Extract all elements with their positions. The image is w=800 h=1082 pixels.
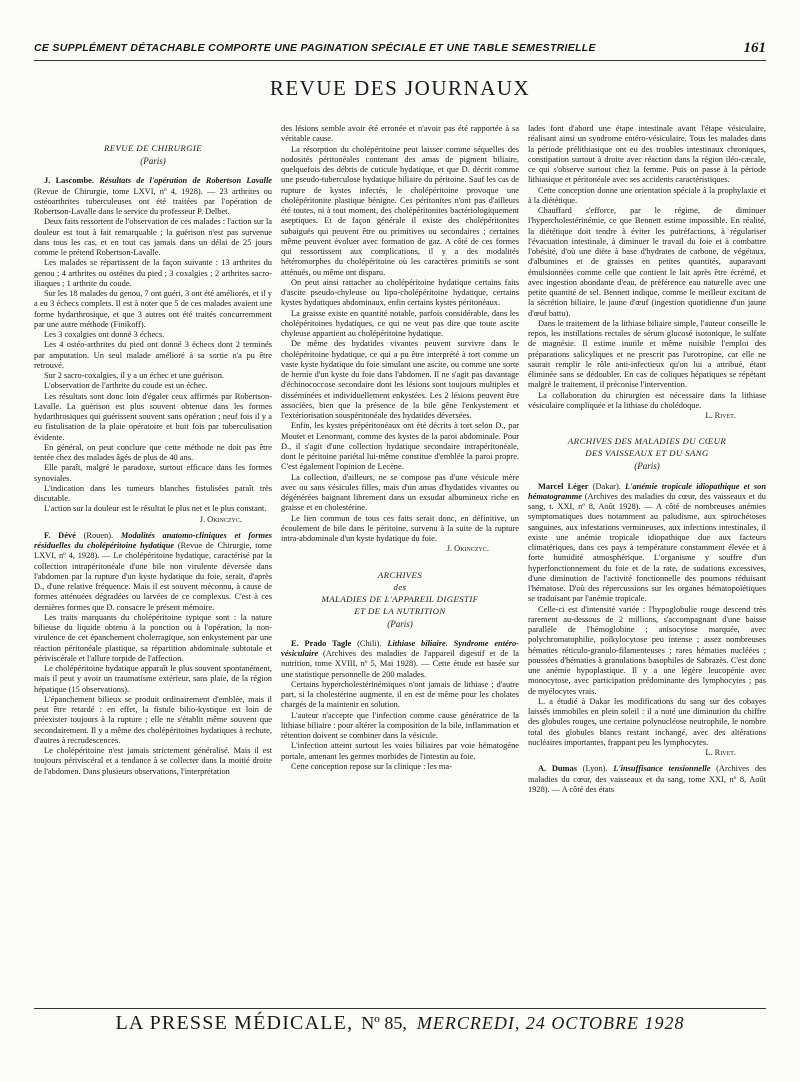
article-entry [528, 482, 766, 605]
article-paragraph: lades font d'abord une étape intestinale avant l'étape vésiculaire, réalisant ainsi un syndrome entéro-vésiculaire. Tous les malades dans la période prélithiasique ont eu des troubles intestinaux chroniques, constipation surtout à droite avec réaction dans la région iléo-cæcale, ce qui s'observe surtout chez la femme. Puis on passe à la période lithiasique et péritonéale avec ses accidents caractéristiques. [528, 124, 766, 185]
signature: J. Okinczyc. [199, 514, 242, 524]
article-paragraph: L'action sur la douleur est le résultat le plus net et le plus constant. [44, 504, 267, 514]
column-3 [528, 124, 766, 999]
article-paragraph: (Archives des maladies de l'appareil digestif et de la nutrition, tome XVIII, nº 5, Mai 1928). — Cette étude est basée sur une statistique personnelle de 200 malades. [281, 649, 519, 679]
article-place: (Dakar). [592, 481, 621, 491]
article-paragraph: L'indication dans les tumeurs blanches fistulisées paraît très discutable. [34, 483, 272, 503]
article-place: (Chili). [357, 638, 382, 648]
section-city: (Paris) [140, 156, 166, 166]
article-author: Marcel Léger [538, 481, 589, 491]
article-paragraph: Le lien commun de tous ces faits serait donc, en définitive, un écoulement de bile dans le péritoine, survenu à la suite de la rupture intra-abdominale d'un kyste hydatique du foie. [281, 513, 519, 543]
header-rule [34, 60, 766, 61]
article-paragraph: Cette conception repose sur la clinique : les ma- [291, 761, 452, 771]
article-paragraph: Chauffard s'efforce, par le régime, de diminuer l'hypercholestérinémie, ce que Bennett estime impossible. En réalité, la diététique doit tendre à éviter les putréfactions, à régulariser l'évacuation intestinale, à diminuer le travail du foie et à combattre l'obésité, d'où une diète à base d'hydrates de carbone, de végétaux, d'albumines et de graisses en petites quantités, auparavant émulsionnées comme celle que contient le lait après être écrémé, et avec ingestion abondante d'eau, de préférence eau naturelle avec une petite quantité de sel. Bennett indique, comme le meilleur excitant de la sécrétion biliaire, le jaune d'œuf (ingestion quotidienne d'un jaune d'œuf battu). [528, 206, 766, 318]
signature: L. Rivet. [705, 748, 736, 757]
section-heading: ARCHIVES DES MALADIES DU CŒUR [567, 436, 727, 447]
article-paragraph: (Revue de Chirurgie, tome LXVI, nº 4, 1928). — Le cholépéritoine hydatique, caractérisé par la collection intrapéritonéale d'une bile non virulente déversée dans l'abdomen par la rupture d'un kyste hydatique du foie, serait, d'après D., d'une relative fréquence. Mais il est souvent méconnu, à cause de formes atténuées dégradées ou larvées de ce complexus. C'est à ces dernières formes que D. consacre le présent mémoire. [34, 541, 272, 612]
article-paragraph: Les 4 ostéo-arthrites du pied ont donné 3 échecs dont 2 terminés par amputation. Un seul malade amélioré à sa sortie n'a pu être retrouvé. [34, 340, 272, 370]
article-author: F. Dévé [44, 530, 76, 540]
article-paragraph: L. a étudié à Dakar les modifications du sang sur des cobayes laissés immobiles en plein soleil : il a noté une diminution du chiffre des globules rouges, une certaine polynucléose neutrophile, le nombre total des globules blancs restant inchangé, avec des altérations nucléaires importantes, frappant peu les lymphocytes. [528, 696, 766, 747]
article-title: L'insuffisance tensionnelle [613, 764, 711, 774]
article-title: Résultats de l'opération de Robertson Lavalle [99, 176, 272, 186]
article-paragraph: L'infection atteint surtout les voies biliaires par voie hématogène portale, amenant les germes morbides de l'intestin au foie. [281, 741, 519, 761]
article-paragraph: De même des hydatides vivantes peuvent survivre dans le cholépéritoine hydatique, ce qui a pu être interprété à tort comme un vaste kyste hydatique du foie simulant une ascite, ou comme une sorte de hernie d'un kyste du foie dans l'abdomen. Il ne s'agit pas davantage d'échinococcose secondaire dont les lésions sont toujours multiples et disséminées et individuellement enkystées. Les 2 lésions peuvent être associées, bien que la présence de la bile gêne l'enkystement et l'extériorisation souspéritonéale des hydatides déversées. [281, 339, 519, 420]
article-entry [34, 176, 272, 217]
article-entry [281, 639, 519, 680]
article-paragraph: Les traits marquants du cholépéritoine typique sont : la nature bilieuse du liquide obtenu à la ponction ou à l'opération, la non-virulence de cet épanchement cholerragique, son enkystement par une réaction péritonéale plastique, sa répartition abdominale subtotale et périviscérale et l'allure torpide de l'affection. [34, 612, 272, 663]
journal-name: LA PRESSE MÉDICALE, [115, 1012, 354, 1034]
article-title: Modalités anatomo-cliniques et formes résiduelles du cholépéritoine hydatique [34, 530, 272, 550]
section-heading: ARCHIVES [377, 569, 423, 580]
footer-rule [34, 1008, 766, 1009]
issue-date: MERCREDI, 24 OCTOBRE 1928 [416, 1013, 685, 1033]
article-place: (Rouen). [83, 530, 114, 540]
section-city: (Paris) [634, 461, 660, 472]
article-author: J. Lascombe. [44, 176, 94, 186]
section-heading-connector: des [393, 581, 407, 592]
article-title: L'anémie tropicale idiopathique et son hématogramme [528, 481, 766, 501]
article-paragraph: On peut ainsi rattacher au cholépéritoine hydatique certains faits d'ascite pseudo-chyleuse ou lipo-cholépéritoine hydatique, certains kystes hydatiques abdominaux, enfin certains kystes péritonéaux. [281, 277, 519, 308]
page-title: REVUE DES JOURNAUX [269, 76, 531, 100]
article-paragraph: L'observation de l'arthrite du coude est un échec. [44, 381, 208, 391]
article-paragraph: Le cholépéritoine hydatique apparaît le plus souvent spontanément, mais il peut y avoir un traumatisme extérieur, sans plaie, de la région hépatique (15 observations). [34, 664, 272, 694]
section-city: (Paris) [387, 618, 413, 629]
article-paragraph: Les malades se répartissent de la façon suivante : 13 arthrites du genou ; 4 arthrites ou ostéites du pied ; 3 coxalgies ; 2 arthrites sacro-iliaques ; 1 arthrite du coude. [34, 258, 272, 288]
article-paragraph: des lésions semble avoir été erronée et n'avoir pas été rapportée à sa véritable cause. [281, 124, 519, 144]
article-author: E. Prado Tagle [291, 638, 352, 648]
article-paragraph: La collection, d'ailleurs, ne se compose pas d'une vésicule mère avec ou sans vésicules filles, mais d'un amas d'hydatides vivantes ou dégénérées baignant librement dans un exsudat albumineux riche en graisse et en cholestérine. [281, 472, 519, 513]
article-entry [528, 764, 766, 795]
article-columns [34, 124, 766, 999]
article-paragraph: La résorption du cholépéritoine peut laisser comme séquelles des nodosités péritonéales contenant des amas de pigment biliaire, quelquefois des débris de cuticule hydatique, et que D. décrit comme une pseudo-tuberculose hydatique biliaire du péritoine. Sauf les cas de rupture de kystes infectés, le cholépéritoine provoque une cholépéritonite plastique bénigne. Ces péritonites n'ont pas d'ailleurs été toutes, ni à tout moment, des cholépéritonites bactériologiquement aseptiques. Et de façon générale il existe des cholépéritonites subaiguës qui peuvent être ou primitives ou secondaires ; certaines même peuvent évoluer avec formation de gaz. A côté de ces formes qui ressortissent aux complications, il y a des modalités hétéromorphes du cholépéritoine où les caractères primitifs se sont atténués, ou même ont disparu. [281, 144, 519, 277]
article-paragraph: (Archives des maladies du cœur, des vaisseaux et du sang, tome XXI, nº 8, Août 1928). — A côté des états [528, 764, 766, 794]
article-entry [34, 531, 272, 613]
section-heading: DES VAISSEAUX ET DU SANG [585, 448, 709, 459]
article-paragraph: Sur 2 sacro-coxalgies, il y a un échec et une guérison. [44, 371, 225, 380]
page-footer [0, 1012, 800, 1035]
section-heading: ET DE LA NUTRITION [354, 605, 446, 616]
signature: J. Okinczyc. [446, 544, 489, 554]
article-paragraph: Deux faits ressortent de l'observation de ces malades : l'action sur la douleur est tout à fait remarquable ; la guérison n'est pas survenue dans tous les cas, et en tout cas jamais dans un délai de 25 jours comme le prétend Robertson-Lavalle. [34, 217, 272, 257]
article-paragraph: La graisse existe en quantité notable, parfois considérable, dans les cholépéritoines hydatiques, ce qui ne veut pas dire que toute ascite chyleuse appartient au cholépéritoine hydatique. [281, 308, 519, 338]
article-author: A. Dumas [538, 764, 577, 774]
article-paragraph: Sur les 18 malades du genou, 7 ont guéri, 3 ont été améliorés, et il y a eu 3 échecs complets. Il est à noter que 5 de ces malades avaient une forme hydarthrosique, et que 3 autres ont été traités concurremment par une autre méthode (Finikoff). [34, 289, 272, 329]
signature: L. Rivet. [705, 411, 736, 420]
running-header [34, 38, 766, 58]
article-paragraph: Le cholépéritoine n'est jamais strictement généralisé. Mais il est toujours périviscéral et a tendance à se collecter dans la moitié droite de l'abdomen. Dans plusieurs observations, l'interprétation [34, 746, 272, 776]
page-number: 161 [743, 39, 766, 56]
article-paragraph: En général, on peut conclure que cette méthode ne doit pas être tentée chez des malades âgés de plus de 40 ans. [34, 442, 272, 462]
article-paragraph: Elle paraît, malgré le paradoxe, surtout efficace dans les formes synoviales. [34, 463, 272, 483]
section-heading: MALADIES DE L'APPAREIL DIGESTIF [321, 593, 479, 604]
column-1 [34, 124, 272, 999]
article-paragraph: Celle-ci est d'intensité variée : l'hypoglobulie rouge descend très rarement au-dessous de 2 millions, s'accompagnant d'une baisse parallèle de l'hémoglobine ; anisocytose marquée, avec polychromatophilie, poïkylocytose peu intense ; assez nombreuses hématies réticulo-granulo-filamenteuses ; rares hématies nucléées ; poussées d'hématies à granulations basophiles de Sabrazès. C'est donc une anémie hypoplastique. Il y a une légère leucopénie avec monocytose, avec participation prédominante des lymphocytes ; pas de myélocytes vrais. [528, 604, 766, 696]
article-title: Lithiase biliaire. Syndrome entéro-vésiculaire [281, 638, 519, 658]
supplement-banner: CE SUPPLÉMENT DÉTACHABLE COMPORTE UNE PAGINATION SPÉCIALE ET UNE TABLE SEMESTRIELLE [34, 42, 596, 54]
article-paragraph: Dans le traitement de la lithiase biliaire simple, l'auteur conseille le repos, les instillations rectales de sérum glucosé isotonique, le sulfate de magnésie. Il estime inutile et même nuisible l'emploi des préparations salicyliques et ne prescrit pas l'urotropine, car elle ne saurait remplir le rôle anti-infectieux qu'on lui a attribué, étant éliminée sans se dédoubler. En cas de coliques hépatiques se répétant malgré le traitement, il préconise l'intervention. [528, 318, 766, 390]
article-paragraph: L'auteur n'accepte que l'infection comme cause génératrice de la lithiase biliaire : pour altérer la composition de la bile, inflammation et rétention doivent se combiner dans la vésicule. [281, 710, 519, 740]
article-paragraph: Enfin, les kystes prépéritonéaux ont été décrits à tort selon D., par Moutet et Lenormant, comme des kystes de la paroi abdominale. Pour D., il s'agit d'une collection hydatique secondaire intrapéritonéale, dont le péritoine pariétal lui-même constitue d'emblée la paroi propre. C'est également l'opinion de Lecène. [281, 421, 519, 472]
article-paragraph: Certains hypercholestérinémiques n'ont jamais de lithiase ; d'autre part, si la cholestérine augmente, il en est de même pour les cholates chargés de la maintenir en solution. [281, 679, 519, 710]
article-place: (Lyon). [582, 764, 608, 774]
column-2 [281, 124, 519, 999]
issue-number: Nº 85, [361, 1013, 407, 1033]
article-paragraph: La collaboration du chirurgien est nécessaire dans la lithiase vésiculaire compliquée et la lithiase du cholédoque. [528, 390, 766, 410]
article-paragraph: L'épanchement bilieux se produit ordinairement d'emblée, mais il peut être retardé : en effet, la fistule bilio-kystique est loin de préexister toujours à la rupture ; elle ne s'établit même souvent que secondairement. Il y a même des cholépéritoines hydatiques à rechute, d'autres à recrudescences. [34, 694, 272, 745]
section-heading: REVUE DE CHIRURGIE [103, 143, 203, 153]
article-paragraph: Les 3 coxalgies ont donné 3 échecs. [44, 330, 165, 339]
article-paragraph: (Archives des maladies du cœur, des vaisseaux et du sang, t. XXI, nº 8, Août 1928). — A côté de nombreuses anémies symptomatiques dues notamment au paludisme, aux spirochétoses sanguines, aux infestations vermineuses, aux infections intestinales, il existe une anémie tropicale idiopathique due aux facteurs climatériques, dans ces pays à température constamment élevée et à forte humidité atmosphérique. L'organisme y souffre d'un hyperfonctionnement du foie et de la rate, de sudations excessives, d'une diminution de l'activité fonctionnelle des poumons réduisant l'hématose. D'où des répercussions sur les organes hématopoïétiques se traduisant par l'anémie tropicale. [528, 491, 766, 604]
article-paragraph: Les résultats sont donc loin d'égaler ceux affirmés par Robertson-Lavalle. La guérison est plus souvent obtenue dans les formes hydarthrosiques qui guérissent souvent sans opération ; neuf fois il y a eu fistulisation de la plaie opératoire et huit fois par tuberculisation évidente. [34, 391, 272, 442]
article-paragraph: Cette conception donne une orientation spéciale à la prophylaxie et à la diététique. [528, 185, 766, 205]
article-paragraph: (Revue de Chirurgie, tome LXVI, nº 4, 1928). — 23 arthrites ou ostéoarthrites tuberculeuses ont été traitées par l'opération de Robertson-Lavalle dans le service du professeur P. Delbet. [34, 186, 272, 216]
